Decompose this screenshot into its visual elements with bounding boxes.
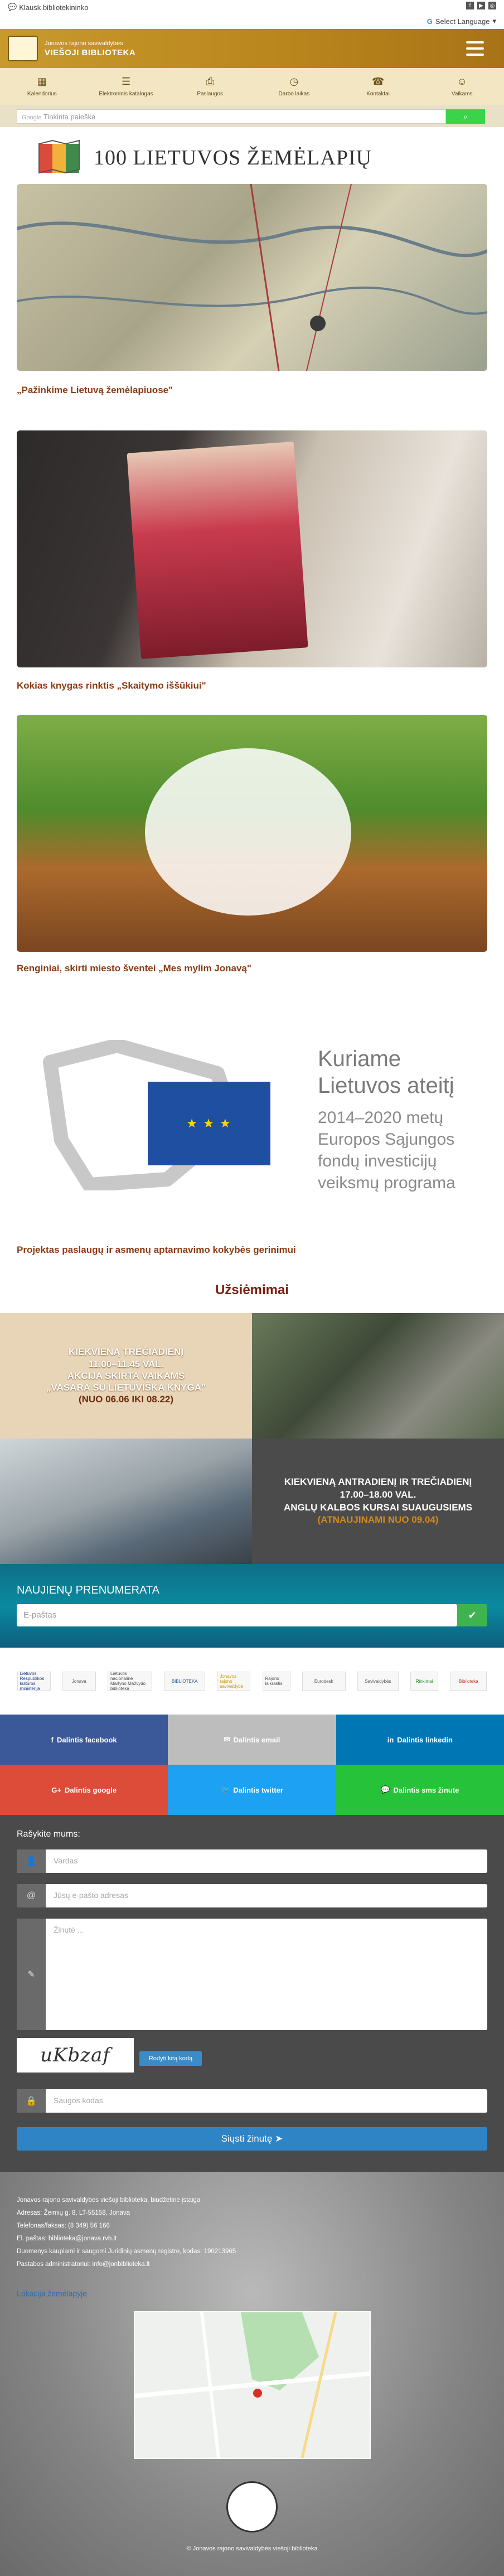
social-links xyxy=(466,2,496,9)
at-icon: @ xyxy=(17,1884,46,1907)
top-bar xyxy=(0,0,504,29)
library-logo[interactable] xyxy=(8,36,38,61)
chat-icon: 💬 xyxy=(8,3,17,11)
copyright: © Jonavos rajono savivaldybės viešoji biblioteka xyxy=(186,2545,318,2552)
envelope-icon: ✉ xyxy=(224,1735,230,1744)
name-field[interactable] xyxy=(17,1849,487,1873)
print-icon: ⎙ xyxy=(206,76,214,87)
jonava-festival-image[interactable] xyxy=(17,715,487,952)
footer-info-line: Telefonas/faksas: (8 349) 56 166 xyxy=(17,2222,110,2229)
maps-caption[interactable]: „Pažinkime Lietuvą žemėlapiuose" xyxy=(17,385,173,395)
partners-row xyxy=(0,1648,504,1715)
eu-line6: veiksmų programa xyxy=(318,1174,455,1192)
nav-label: Elektroninis katalogas xyxy=(99,91,153,97)
maps-heading: 100 LIETUVOS ŽEMĖLAPIŲ xyxy=(94,146,372,170)
search-input[interactable] xyxy=(17,109,446,124)
share-label: Dalintis google xyxy=(64,1785,117,1794)
eu-banner[interactable] xyxy=(17,1009,487,1238)
eu-line5: fondų investicijų xyxy=(318,1152,437,1170)
map-texture xyxy=(17,184,487,371)
google-g-icon: G xyxy=(427,17,433,26)
partner-logo[interactable]: Rajono laikraštis xyxy=(263,1672,290,1691)
activity-english-course[interactable] xyxy=(252,1439,504,1564)
newsletter-submit-button[interactable] xyxy=(457,1604,487,1626)
chat-bubble-icon: 💬 xyxy=(381,1785,390,1794)
message-field[interactable] xyxy=(17,1919,487,2030)
check-icon: ✔ xyxy=(468,1609,477,1621)
user-icon: 👤 xyxy=(17,1849,46,1873)
footer-info-line: Adresas: Žeimių g. 8, LT-55158, Jonava xyxy=(17,2210,130,2216)
maps-image[interactable] xyxy=(17,184,487,371)
nav-item-catalog[interactable] xyxy=(84,68,168,105)
site-header xyxy=(0,29,504,68)
captcha-refresh-button[interactable]: Rodyti kitą kodą xyxy=(139,2051,202,2066)
footer-info-line: Duomenys kaupiami ir saugomi Juridinių asmenų registre, kodas: 190213965 xyxy=(17,2248,236,2255)
code-placeholder: Saugos kodas xyxy=(54,2096,103,2105)
a1-line3: AKCIJA SKIRTA VAIKAMS xyxy=(67,1370,185,1381)
search-bar xyxy=(0,105,504,127)
facebook-icon[interactable]: f xyxy=(466,2,474,9)
eu-line4: Europos Sąjungos xyxy=(318,1130,455,1149)
share-sms-button[interactable] xyxy=(336,1765,504,1815)
language-selector[interactable] xyxy=(427,17,496,26)
a4-line4: (ATNAUJINAMI NUO 09.04) xyxy=(317,1514,439,1526)
share-label: Dalintis email xyxy=(233,1735,280,1744)
partner-logo[interactable]: Savivaldybės xyxy=(357,1672,399,1691)
footer-logo[interactable] xyxy=(226,2481,278,2533)
name-placeholder: Vardas xyxy=(54,1856,78,1865)
share-label: Dalintis sms žinute xyxy=(393,1785,459,1794)
nav-label: Paslaugos xyxy=(197,91,224,97)
nav-item-contacts[interactable] xyxy=(336,68,420,105)
search-icon: ⌕ xyxy=(463,112,468,121)
location-map[interactable] xyxy=(134,2311,371,2459)
eu-caption[interactable]: Projektas paslaugų ir asmenų aptarnavimo kokybės gerinimui xyxy=(17,1245,296,1255)
linkedin-icon: in xyxy=(387,1735,394,1744)
book-challenge-image[interactable] xyxy=(17,430,487,667)
youtube-icon[interactable]: ▶ xyxy=(477,2,485,9)
partner-logo[interactable]: Rinkimai xyxy=(410,1672,438,1691)
share-google-button[interactable] xyxy=(0,1765,168,1815)
share-label: Dalintis twitter xyxy=(233,1785,283,1794)
newsletter-title: NAUJIENŲ PRENUMERATA xyxy=(17,1584,159,1596)
eu-line2: Lietuvos ateitį xyxy=(318,1073,454,1098)
share-twitter-button[interactable] xyxy=(168,1765,336,1815)
maps-banner-heading xyxy=(36,138,372,177)
eu-line3: 2014–2020 metų xyxy=(318,1108,444,1127)
eu-line1: Kuriame xyxy=(318,1047,401,1071)
search-button[interactable] xyxy=(446,109,485,124)
activity-photo-class[interactable] xyxy=(0,1439,252,1564)
send-label: Siųsti žinutę xyxy=(221,2133,273,2144)
share-label: Dalintis linkedin xyxy=(397,1735,453,1744)
a4-line1: KIEKVIENĄ ANTRADIENĮ IR TREČIADIENĮ xyxy=(284,1476,472,1487)
email-placeholder: Jūsų e-pašto adresas xyxy=(54,1891,128,1900)
site-footer xyxy=(0,2172,504,2576)
instagram-icon[interactable]: ◎ xyxy=(488,2,496,9)
festival-logo-circle xyxy=(145,748,351,916)
nav-item-calendar[interactable] xyxy=(0,68,84,105)
google-plus-icon: G+ xyxy=(51,1785,61,1794)
activity-summer-reading[interactable] xyxy=(0,1313,252,1439)
partner-logo[interactable]: Jonavos rajono savivaldybė xyxy=(217,1672,250,1691)
partner-logo[interactable]: Jonava xyxy=(62,1672,96,1691)
share-grid xyxy=(0,1715,504,1815)
ask-librarian-link[interactable] xyxy=(8,3,88,12)
map-pin-icon xyxy=(253,2389,262,2398)
contact-heading: Rašykite mums: xyxy=(17,1829,80,1839)
facebook-icon: f xyxy=(51,1735,54,1744)
calendar-icon: ▦ xyxy=(37,76,47,87)
share-email-button[interactable] xyxy=(168,1715,336,1765)
paper-plane-icon: ➤ xyxy=(275,2133,283,2144)
lock-icon: 🔒 xyxy=(17,2089,46,2113)
security-code-field[interactable] xyxy=(17,2089,487,2113)
partner-logo[interactable]: Biblioteka xyxy=(450,1672,487,1691)
lithuania-map-icon xyxy=(36,138,83,177)
database-icon: ☰ xyxy=(121,76,131,87)
chevron-down-icon: ▾ xyxy=(492,17,496,25)
share-linkedin-button[interactable] xyxy=(336,1715,504,1765)
captcha-image: uKbzaf xyxy=(17,2038,134,2073)
newsletter-section xyxy=(0,1564,504,1648)
phone-icon: ☎ xyxy=(371,76,385,87)
partner-logo[interactable]: Lietuvos Respublikos kultūros ministerija xyxy=(17,1672,51,1691)
brand-line1: Jonavos rajono savivaldybės xyxy=(45,40,123,47)
pencil-icon: ✎ xyxy=(17,1919,46,2030)
nav-label: Vaikams xyxy=(451,91,473,97)
partner-logo[interactable]: BIBLIOTEKA xyxy=(164,1672,205,1691)
menu-icon[interactable] xyxy=(466,41,484,56)
eu-flag: ★ ★ ★ xyxy=(148,1082,270,1165)
ask-librarian-label: Klausk bibliotekininko xyxy=(19,3,89,12)
google-brand-label: Google xyxy=(22,114,42,121)
book-caption[interactable]: Kokias knygas rinktis „Skaitymo iššūkiui" xyxy=(17,680,206,691)
send-message-button[interactable] xyxy=(17,2127,487,2151)
footer-info-line: Jonavos rajono savivaldybės viešoji biblioteka, biudžetinė įstaiga xyxy=(17,2197,201,2204)
search-placeholder: Tinkinta paieška xyxy=(43,113,96,121)
clock-icon: ◷ xyxy=(289,76,299,87)
a1-line5: (NUO 06.06 IKI 08.22) xyxy=(78,1394,174,1405)
message-placeholder: Žinutė ... xyxy=(54,1925,84,1934)
language-label: Select Language xyxy=(435,17,490,26)
a1-line1: KIEKVIENĄ TREČIADIENĮ xyxy=(69,1347,183,1358)
nav-item-hours[interactable] xyxy=(252,68,336,105)
eu-program xyxy=(318,1107,455,1194)
activity-photo-outdoor[interactable] xyxy=(252,1313,504,1439)
quick-nav xyxy=(0,68,504,105)
eu-slogan xyxy=(318,1045,454,1099)
map-drawing xyxy=(135,2312,370,2458)
a1-line4: „VASARA SU LIETUVIŠKA KNYGA" xyxy=(46,1382,206,1393)
share-label: Dalintis facebook xyxy=(57,1735,117,1744)
nav-label: Darbo laikas xyxy=(278,91,310,97)
book-cover xyxy=(127,442,308,659)
a1-line2: 11.00–11.45 VAL. xyxy=(88,1358,164,1369)
child-icon: ☺ xyxy=(457,76,467,87)
footer-info-line[interactable]: El. paštas: biblioteka@jonava.rvb.lt xyxy=(17,2235,117,2242)
contact-form xyxy=(0,1815,504,2172)
location-link[interactable]: Lokacija žemėlapyje xyxy=(17,2289,88,2298)
nav-label: Kontaktai xyxy=(366,91,390,97)
newsletter-email-input[interactable]: E-paštas xyxy=(17,1604,457,1626)
nav-label: Kalendorius xyxy=(27,91,57,97)
share-facebook-button[interactable] xyxy=(0,1715,168,1765)
partner-logo[interactable]: Eurodesk xyxy=(302,1672,346,1691)
nav-item-kids[interactable] xyxy=(420,68,504,105)
brand-line2: VIEŠOJI BIBLIOTEKA xyxy=(45,48,136,57)
nav-item-services[interactable] xyxy=(168,68,252,105)
twitter-icon: 🐦 xyxy=(221,1785,230,1794)
partner-logo[interactable]: Lietuvos nacionalinė Martyno Mažvydo biblioteka xyxy=(108,1672,152,1691)
footer-info xyxy=(17,2194,236,2271)
jonava-caption[interactable]: Renginiai, skirti miesto šventei „Mes mylim Jonavą" xyxy=(17,963,251,974)
activities-heading: Užsiėmimai xyxy=(215,1282,289,1297)
a4-line3: ANGLŲ KALBOS KURSAI SUAUGUSIEMS xyxy=(283,1502,473,1513)
a4-line2: 17.00–18.00 VAL. xyxy=(340,1489,416,1500)
email-field[interactable] xyxy=(17,1884,487,1907)
footer-info-line[interactable]: Pastabos administratoriui: info@jonbiblioteka.lt xyxy=(17,2261,150,2268)
